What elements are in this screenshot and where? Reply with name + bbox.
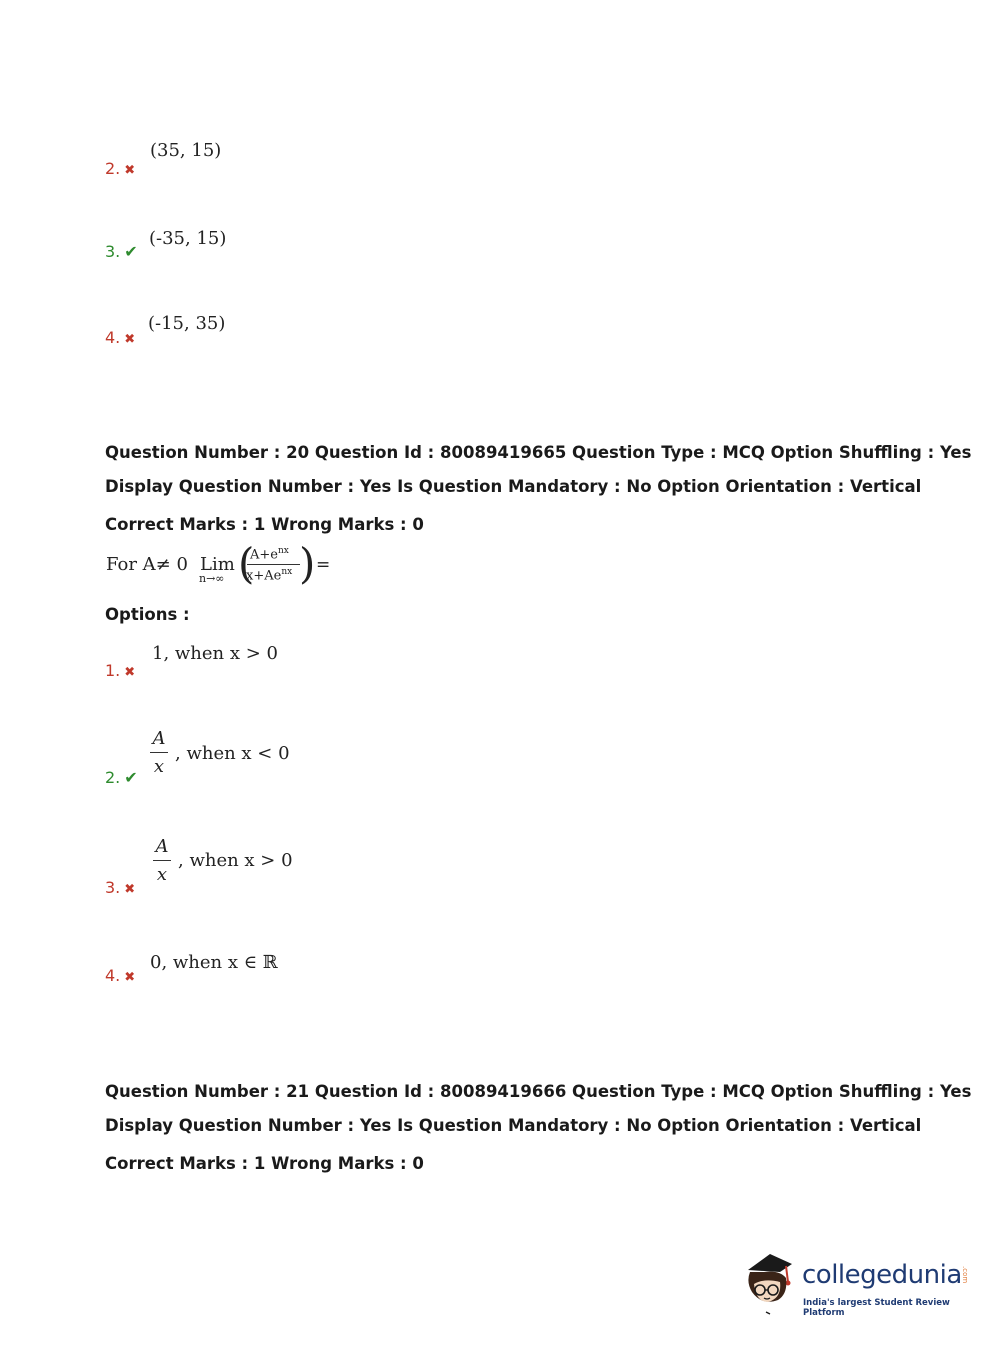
logo-wordmark: collegedunia (802, 1260, 962, 1290)
frac-denominator: $x+Ae^{nx}$ (246, 567, 293, 584)
cross-icon: ✖ (124, 970, 136, 985)
option-text: , when x < 0 (175, 743, 290, 764)
cross-icon: ✖ (124, 163, 136, 178)
logo-suffix: .com (961, 1266, 969, 1284)
q20-option-4 (105, 952, 405, 992)
mascot-icon (740, 1248, 802, 1316)
frac-bar (247, 564, 300, 565)
prev-option-4 (105, 313, 405, 353)
q20-meta-line3: Correct Marks : 1 Wrong Marks : 0 (105, 515, 424, 534)
equals-sign: = (316, 555, 331, 575)
left-paren: ( (238, 539, 255, 588)
options-label: Options : (105, 605, 190, 624)
option-number: 4. (105, 966, 121, 985)
prev-option-2 (105, 140, 405, 180)
q20-meta-line2: Display Question Number : Yes Is Question Mandatory : No Option Orientation : Vertical (105, 477, 922, 496)
option-text: (35, 15) (150, 140, 222, 161)
check-icon: ✔ (124, 242, 138, 261)
option-number: 2. (105, 159, 121, 178)
option-text: 0, when x ∈ ℝ (150, 952, 278, 973)
cross-icon: ✖ (124, 882, 136, 897)
check-icon: ✔ (124, 768, 138, 787)
option-fraction: A x (153, 836, 171, 885)
q20-option-1 (105, 643, 405, 683)
option-number: 2. (105, 768, 121, 787)
option-fraction: A x (150, 728, 168, 777)
logo-tagline: India's largest Student Review Platform (803, 1298, 950, 1318)
option-number: 3. (105, 242, 121, 261)
q21-meta-line1: Question Number : 21 Question Id : 80089419666 Question Type : MCQ Option Shuffling : Yes (105, 1082, 972, 1101)
prev-option-3 (105, 228, 405, 268)
frac-numerator: $A+e^{nx}$ (250, 546, 289, 563)
option-number: 3. (105, 878, 121, 897)
option-text: (-15, 35) (148, 313, 226, 334)
lim-word: Lim (200, 554, 235, 575)
option-text: 1, when x > 0 (152, 643, 278, 664)
lim-subscript: n→∞ (199, 572, 225, 585)
q20-stem (106, 539, 366, 589)
q20-meta-line1: Question Number : 20 Question Id : 80089419665 Question Type : MCQ Option Shuffling : Yes (105, 443, 972, 462)
option-number: 4. (105, 328, 121, 347)
stem-prefix: For A≠ 0 (106, 554, 188, 575)
collegedunia-logo (740, 1248, 975, 1318)
cross-icon: ✖ (124, 332, 136, 347)
option-text: , when x > 0 (178, 850, 293, 871)
option-text: (-35, 15) (149, 228, 227, 249)
q21-meta-line2: Display Question Number : Yes Is Question Mandatory : No Option Orientation : Vertical (105, 1116, 922, 1135)
q21-meta-line3: Correct Marks : 1 Wrong Marks : 0 (105, 1154, 424, 1173)
q20-option-2 (105, 728, 405, 790)
option-number: 1. (105, 661, 121, 680)
cross-icon: ✖ (124, 665, 136, 680)
right-paren: ) (299, 539, 316, 588)
q20-option-3 (105, 836, 405, 898)
